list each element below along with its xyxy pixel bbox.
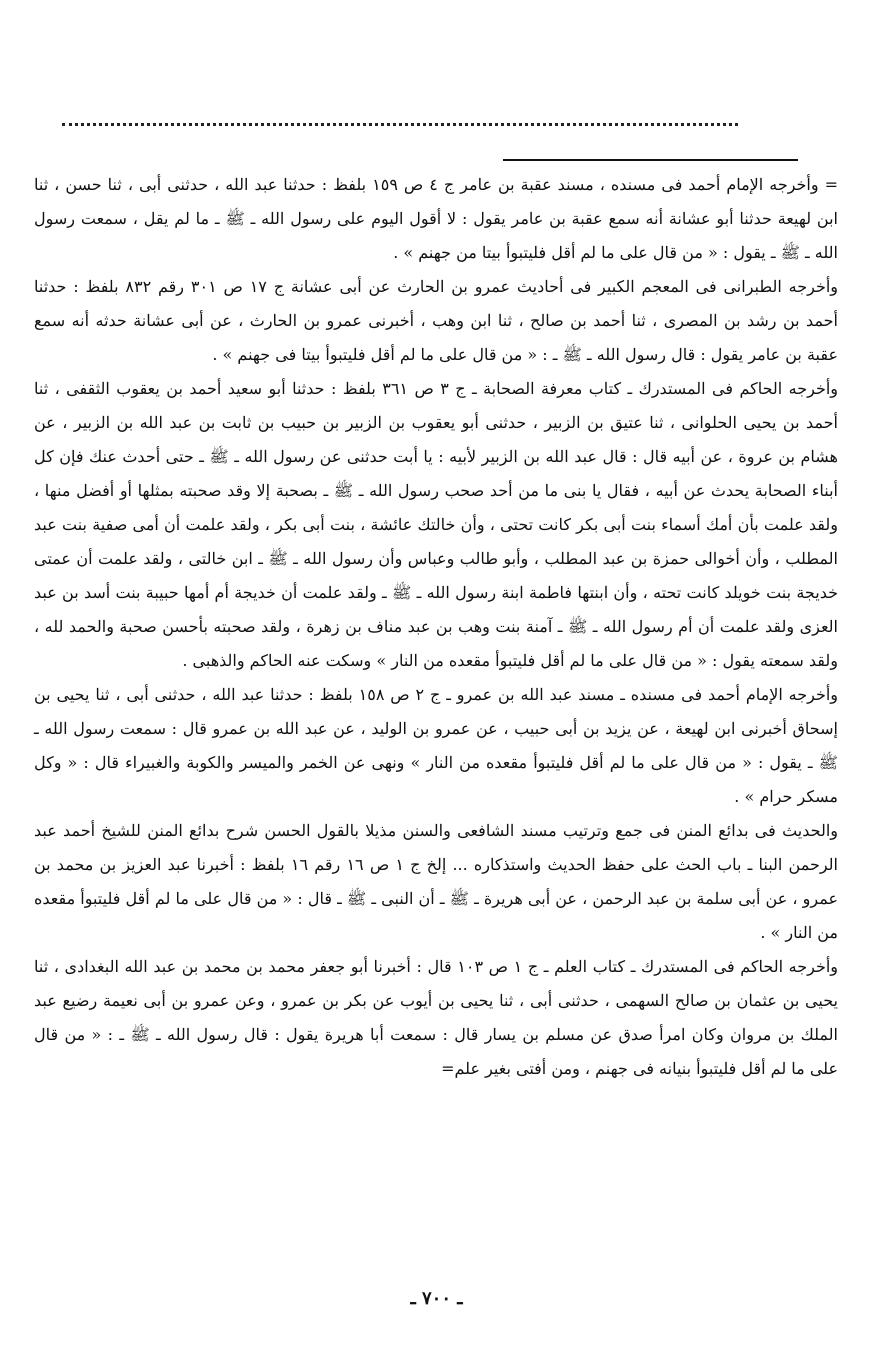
- footnote-paragraph: = وأخرجه الإمام أحمد فى مسنده ، مسند عقبة بن عامر ج ٤ ص ١٥٩ بلفظ : حدثنا عبد الله ، حدثنى أبى ، ثنا حسن ، ثنا ابن لهيعة حدثنا أبو عشانة أنه سمع عقبة بن عامر يقول : لا أقول اليوم على رسول الله ـ ﷺ ـ ما لم يقل ، سمعت رسول الله ـ ﷺ ـ يقول : « من قال على ما لم أقل فليتبوأ بيتا من جهنم » .: [34, 175, 839, 262]
- footnote-rule: [503, 159, 798, 161]
- footnote-paragraph: وأخرجه الحاكم فى المستدرك ـ كتاب العلم ـ ج ١ ص ١٠٣ قال : أخبرنا أبو جعفر محمد بن محمد بن عبد الله البغدادى ، ثنا يحيى بن عثمان بن صالح السهمى ، حدثنى أبى ، ثنا يحيى بن أيوب عن بكر بن عمرو ، وعن عمرو بن أبى نعيمة رضيع عبد الملك بن مروان وكان امرأ صدق عن مسلم بن يسار قال : سمعت أبا هريرة يقول : قال رسول الله ـ ﷺ ـ : « من قال على ما لم أقل فليتبوأ بنيانه فى جهنم ، ومن أفتى بغير علم=: [34, 957, 839, 1078]
- dotted-separator: [62, 123, 738, 126]
- footnote-paragraph: وأخرجه الحاكم فى المستدرك ـ كتاب معرفة الصحابة ـ ج ٣ ص ٣٦١ بلفظ : حدثنا أبو سعيد أحمد بن يعقوب الثقفى ، ثنا أحمد بن يحيى الحلوانى ، ثنا عتيق بن الزبير ، حدثنى أبو يعقوب بن الزبير بن حبيب بن ثابت بن عبد الله بن الزبير ، عن هشام بن عروة ، عن أبيه قال : قال عبد الله بن الزبير لأبيه : يا أبت حدثنى عن رسول الله ـ ﷺ ـ حتى أحدث عنك فإن كل أبناء الصحابة يحدث عن أبيه ، فقال يا بنى ما من أحد صحب رسول الله ـ ﷺ ـ بصحبة إلا وقد صحبته بمثلها أو أفضل منها ، ولقد علمت بأن أمك أسماء بنت أبى بكر كانت تحتى ، وأن خالتك عائشة ، بنت أبى بكر ، ولقد علمت أن أمى صفية بنت عبد المطلب ، وأن أخوالى حمزة بن عبد المطلب ، وأبو طالب وعباس وأن رسول الله ـ ﷺ ـ ابن خالتى ، ولقد علمت أن عمتى خديجة بنت خويلد كانت تحته ، وأن ابنتها فاطمة ابنة رسول الله ـ ﷺ ـ ولقد علمت أن خديجة أم أمها حبيبة بنت أسد بن عبد العزى ولقد علمت أن أم رسول الله ـ ﷺ ـ آمنة بنت وهب بن عبد مناف بن زهرة ، ولقد صحبته بأحسن صحبة والحمد لله ، ولقد سمعته يقول : « من قال على ما لم أقل فليتبوأ مقعده من النار » وسكت عنه الحاكم والذهبى .: [34, 379, 839, 670]
- footnote-block: [34, 168, 838, 1086]
- footnote-paragraph: وأخرجه الإمام أحمد فى مسنده ـ مسند عبد الله بن عمرو ـ ج ٢ ص ١٥٨ بلفظ : حدثنا عبد الله ، حدثنى أبى ، ثنا يحيى بن إسحاق أخبرنى ابن لهيعة ، عن يزيد بن أبى حبيب ، عن عمرو بن الوليد ، عن عبد الله بن عمرو قال : سمعت رسول الله ـ ﷺ ـ يقول : « من قال على ما لم أقل فليتبوأ مقعده من النار » ونهى عن الخمر والميسر والكوبة والغبيراء قال : « وكل مسكر حرام » .: [34, 685, 839, 806]
- footnote-paragraph: وأخرجه الطبرانى فى المعجم الكبير فى أحاديث عمرو بن الحارث عن أبى عشانة ج ١٧ ص ٣٠١ رقم ٨٣٢ بلفظ : حدثنا أحمد بن رشد بن المصرى ، ثنا أحمد بن صالح ، ثنا ابن وهب ، أخبرنى عمرو بن الحارث ، عن أبى عشانة حدثه أنه سمع عقبة بن عامر يقول : قال رسول الله ـ ﷺ ـ : « من قال على ما لم أقل فليتبوأ بيتا فى جهنم » .: [34, 277, 839, 364]
- page-number: ـ ٧٠٠ ـ: [410, 1288, 463, 1309]
- footnote-paragraph: والحديث فى بدائع المنن فى جمع وترتيب مسند الشافعى والسنن مذيلا بالقول الحسن شرح بدائع المنن للشيخ أحمد عبد الرحمن البنا ـ باب الحث على حفظ الحديث واستذكاره ... إلخ ج ١ ص ١٦ رقم ١٦ بلفظ : أخبرنا عبد العزيز بن محمد بن عمرو ، عن أبى سلمة بن عبد الرحمن ، عن أبى هريرة ـ ﷺ ـ أن النبى ـ ﷺ ـ قال : « من قال على ما لم أقل فليتبوأ مقعده من النار » .: [34, 821, 838, 942]
